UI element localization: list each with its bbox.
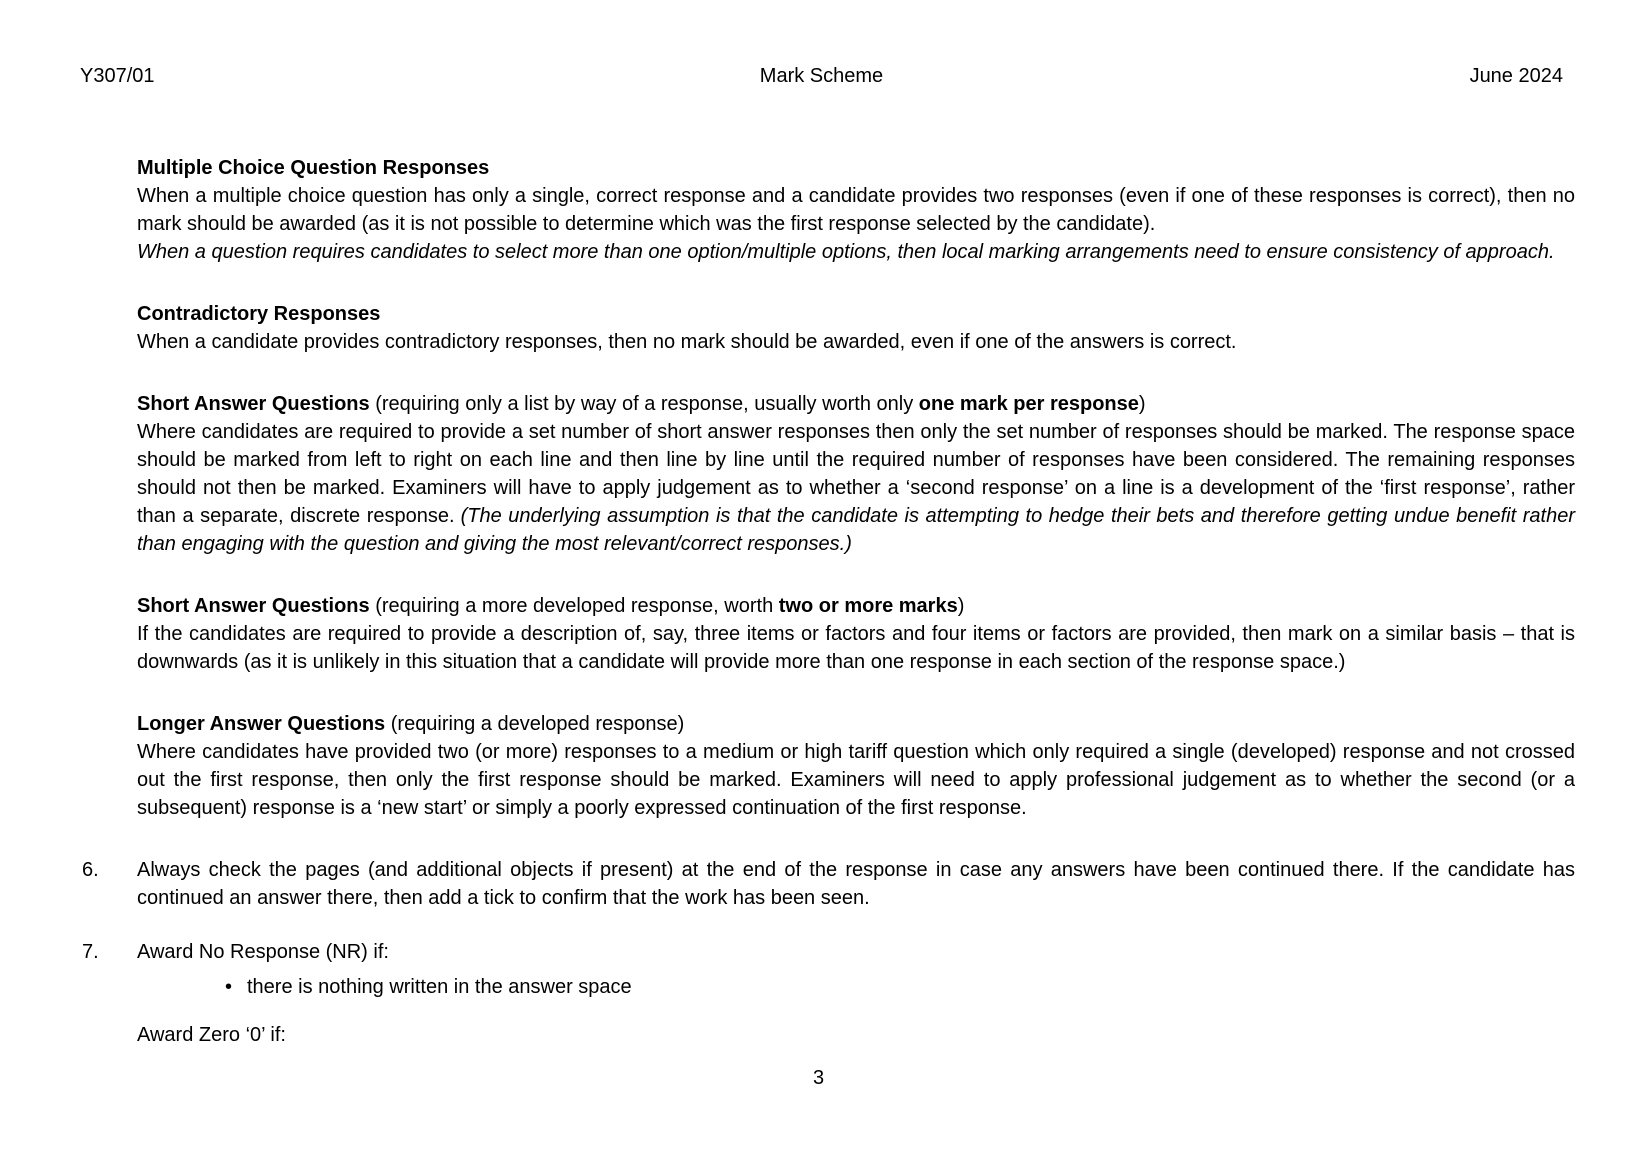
section-heading-contradictory [137, 300, 1575, 328]
paragraph: If the candidates are required to provide a description of, say, three items or factors and four items or factors are provided, then mark on a similar basis – that is downwards (as it is unlikely in this situation that a candidate will provide more than one response in each section of the response space.) [137, 623, 1575, 673]
heading-text-bold: Short Answer Questions [137, 595, 370, 617]
heading-text: (requiring a developed response) [385, 713, 685, 735]
list-item-6 [82, 856, 1575, 912]
list-item-7 [82, 938, 1575, 1049]
section-short-answer-developed [137, 592, 1575, 676]
bullet-item [137, 973, 1575, 1001]
heading-text-bold: one mark per response [918, 393, 1139, 415]
heading-text: (requiring only a list by way of a response, usually worth only [369, 393, 919, 415]
heading-text: (requiring a more developed response, worth [369, 595, 779, 617]
list-item-body [137, 938, 1575, 1049]
paragraph-italic: When a question requires candidates to select more than one option/multiple options, then local marking arrangements need to ensure consistency of approach. [137, 241, 1555, 263]
heading-text-bold: two or more marks [778, 595, 958, 617]
section-longer-answer [137, 710, 1575, 822]
section-short-answer-list [137, 390, 1575, 558]
page-number: 3 [812, 1067, 825, 1089]
page-header [80, 62, 1563, 90]
paragraph-text: Where candidates are required to provide a set number of short answer responses then only the set number of responses should be marked. The response space should be marked from left to right on each line and then line by line until the required number of responses have been considered. The remaining responses should not then be marked. Examiners will have to apply judgement as to whether a ‘second response’ on a line is a development of the ‘first response’, rather than a separate, discrete response. [137, 421, 1575, 527]
heading-text: ) [957, 595, 965, 617]
section-heading-short-answer-list [137, 390, 1575, 418]
list-item-body [137, 856, 1575, 912]
heading-text: Multiple Choice Question Responses [137, 157, 490, 179]
document-body [82, 154, 1575, 1075]
section-heading-multiple-choice [137, 154, 1575, 182]
paragraph: Award No Response (NR) if: [137, 941, 389, 963]
header-paper-code: Y307/01 [80, 65, 155, 87]
heading-text: ) [1138, 393, 1146, 415]
heading-text: Contradictory Responses [137, 303, 381, 325]
section-contradictory [137, 300, 1575, 356]
list-item-number: 7. [82, 941, 99, 963]
section-heading-longer-answer [137, 710, 1575, 738]
header-title: Mark Scheme [759, 65, 884, 87]
paragraph: Award Zero ‘0’ if: [137, 1024, 286, 1046]
bullet-icon: • [225, 976, 233, 998]
paragraph: Where candidates have provided two (or more) responses to a medium or high tariff question which only required a single (developed) response and not crossed out the first response, then only the first response should be marked. Examiners will need to apply professional judgement as to whether the second (or a subsequent) response is a ‘new start’ or simply a poorly expressed continuation of the first response. [137, 741, 1575, 819]
paragraph: When a candidate provides contradictory responses, then no mark should be awarded, even if one of the answers is correct. [137, 331, 1237, 353]
heading-text-bold: Longer Answer Questions [137, 713, 386, 735]
bullet-text: there is nothing written in the answer space [247, 976, 632, 998]
list-item-number: 6. [82, 859, 99, 881]
paragraph: Always check the pages (and additional objects if present) at the end of the response in case any answers have been continued there. If the candidate has continued an answer there, then add a tick to confirm that the work has been seen. [137, 859, 1575, 909]
paragraph [137, 418, 1575, 558]
section-multiple-choice [137, 154, 1575, 266]
header-session: June 2024 [1469, 65, 1563, 87]
heading-text-bold: Short Answer Questions [137, 393, 370, 415]
paragraph: When a multiple choice question has only a single, correct response and a candidate provides two responses (even if one of these responses is correct), then no mark should be awarded (as it is not possible to determine which was the first response selected by the candidate). [137, 185, 1575, 235]
section-heading-short-answer-developed [137, 592, 1575, 620]
paragraph-text-italic: (The underlying assumption is that the candidate is attempting to hedge their bets and therefore getting undue benefit rather than engaging with the question and giving the most relevant/correct responses.) [137, 505, 1575, 555]
